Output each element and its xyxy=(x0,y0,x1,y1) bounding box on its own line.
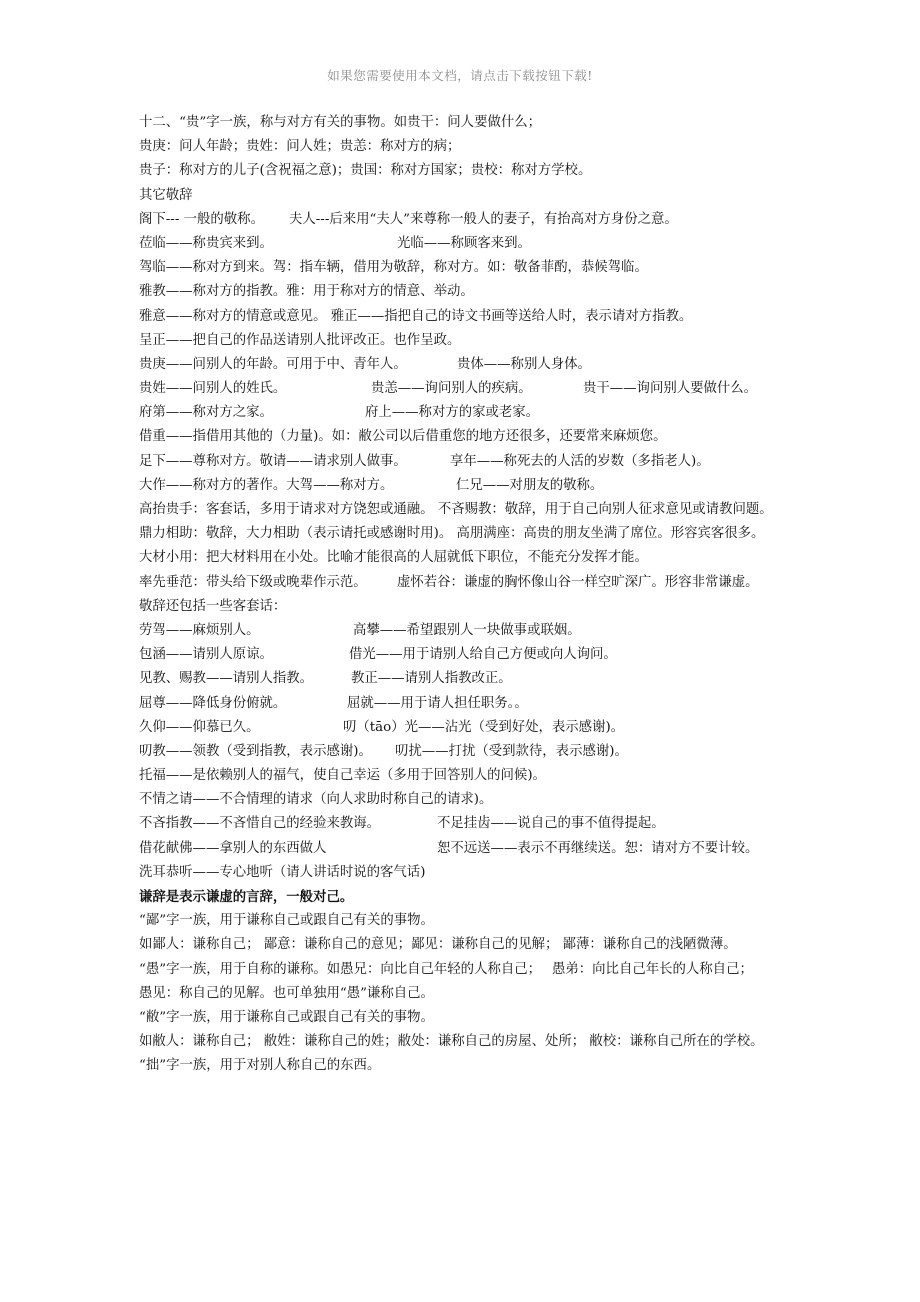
text-segment: 贵子：称对方的儿子(含祝福之意)；贵国：称对方国家；贵校：称对方学校。 xyxy=(139,163,592,179)
text-line xyxy=(139,595,819,619)
text-segment: “拙”字一族，用于对别人称自己的东西。 xyxy=(139,1058,381,1074)
text-line xyxy=(139,933,819,957)
text-segment: 恕不远送——表示不再继续送。恕：请对方不要计较。 xyxy=(437,840,759,856)
text-segment: 虚怀若谷：谦虚的胸怀像山谷一样空旷深广。形容非常谦虚。 xyxy=(397,574,759,590)
text-segment: 十二、“贵”字一族，称与对方有关的事物。如贵干：问人要做什么； xyxy=(139,115,542,130)
text-line xyxy=(139,329,819,353)
text-line xyxy=(139,280,819,304)
text-line xyxy=(139,667,819,691)
text-segment: 莅临——称贵宾来到。 xyxy=(139,235,273,251)
text-line xyxy=(139,208,819,232)
text-line xyxy=(139,958,819,982)
text-line xyxy=(139,740,819,764)
text-line xyxy=(139,111,819,135)
text-segment: 不情之请——不合情理的请求（向人求助时称自己的请求)。 xyxy=(139,792,493,808)
text-segment: 洗耳恭听——专心地听（请人讲话时说的客气话) xyxy=(139,864,426,880)
text-line xyxy=(139,474,819,498)
text-line xyxy=(139,716,819,740)
text-segment: 谦辞是表示谦虚的言辞，一般对己。 xyxy=(139,889,354,905)
text-segment: 借光——用于请别人给自己方便或向人询问。 xyxy=(349,647,617,663)
text-line xyxy=(139,159,819,183)
text-segment: 夫人---后来用“夫人”来尊称一般人的妻子，有抬高对方身份之意。 xyxy=(289,211,678,227)
text-segment: 仁兄——对朋友的敬称。 xyxy=(456,477,604,493)
text-line xyxy=(139,377,819,401)
text-line xyxy=(139,401,819,425)
text-segment: 久仰——仰慕已久。 xyxy=(139,719,260,735)
text-line xyxy=(139,353,819,377)
text-segment: 其它敬辞 xyxy=(139,187,193,203)
text-segment: 雅教——称对方的指教。雅：用于称对方的情意、举动。 xyxy=(139,284,474,300)
text-segment: 不足挂齿——说自己的事不值得提起。 xyxy=(437,816,665,832)
text-segment: 不吝指教——不吝惜自己的经验来教诲。 xyxy=(139,816,381,832)
text-segment: 敬辞还包括一些客套话： xyxy=(139,598,287,614)
section-heading xyxy=(139,885,819,909)
text-segment: 贵恙——询问别人的疾病。 xyxy=(371,381,532,397)
text-line xyxy=(139,135,819,159)
text-segment: 叨教——领教（受到指教，表示感谢)。 xyxy=(139,743,372,759)
text-line xyxy=(139,861,819,885)
text-segment: “鄙”字一族，用于谦称自己或跟自己有关的事物。 xyxy=(139,913,434,929)
text-segment: 如鄙人：谦称自己； 鄙意：谦称自己的意见；鄙见：谦称自己的见解； 鄙薄：谦称自己的浅陋微薄。 xyxy=(139,937,737,953)
text-segment: 贵庚——问别人的年龄。可用于中、青年人。 xyxy=(139,356,407,372)
text-line xyxy=(139,256,819,280)
text-line xyxy=(139,522,819,546)
text-segment: 足下——尊称对方。敬请——请求别人做事。 xyxy=(139,453,407,469)
text-segment: 府上——称对方的家或老家。 xyxy=(365,405,540,421)
text-line xyxy=(139,425,819,449)
text-segment: 鼎力相助：敬辞，大力相助（表示请托或感谢时用)。 高朋满座：高贵的朋友坐满了席位。形容宾客很多。 xyxy=(139,526,765,542)
text-line xyxy=(139,498,819,522)
text-segment: 驾临——称对方到来。驾：指车辆，借用为敬辞，称对方。如：敬备菲酌，恭候驾临。 xyxy=(139,260,648,276)
text-segment: 雅意——称对方的情意或意见。 雅正——指把自己的诗文书画等送给人时，表示请对方指教。 xyxy=(139,308,693,324)
text-segment: 贵庚：问人年龄；贵姓：问人姓；贵恙：称对方的病； xyxy=(139,139,461,155)
text-segment: 借花献佛——拿别人的东西做人 xyxy=(139,840,327,856)
text-segment: 率先垂范：带头给下级或晚辈作示范。 xyxy=(139,574,367,590)
text-line xyxy=(139,1030,819,1054)
text-line xyxy=(139,546,819,570)
text-segment: 屈尊——降低身份俯就。 xyxy=(139,695,287,711)
text-line xyxy=(139,232,819,256)
text-line xyxy=(139,571,819,595)
text-line xyxy=(139,450,819,474)
text-segment: 高抬贵手：客套话，多用于请求对方饶恕或通融。 不吝赐教：敬辞，用于自己向别人征求意见或请教问题。 xyxy=(139,502,773,517)
text-line xyxy=(139,837,819,861)
text-segment: 愚弟：向比自己年长的人称自己； xyxy=(552,961,753,977)
text-segment: 贵姓——问别人的姓氏。 xyxy=(139,381,287,397)
text-line xyxy=(139,184,819,208)
text-line xyxy=(139,812,819,836)
text-line xyxy=(139,1006,819,1030)
text-segment: 光临——称顾客来到。 xyxy=(397,235,531,251)
text-segment: 阁下--- 一般的敬称。 xyxy=(139,211,264,227)
text-line xyxy=(139,788,819,812)
text-segment: 叨扰——打扰（受到款待，表示感谢)。 xyxy=(395,743,628,759)
text-segment: 大材小用：把大材料用在小处。比喻才能很高的人屈就低下职位，不能充分发挥才能。 xyxy=(139,550,648,566)
text-segment: 屈就——用于请人担任职务。。 xyxy=(347,695,528,711)
download-hint: 如果您需要使用本文档，请点击下载按钮下载! xyxy=(327,68,593,83)
text-segment: 府第——称对方之家。 xyxy=(139,405,273,421)
text-line xyxy=(139,764,819,788)
text-segment: 享年——称死去的人活的岁数（多指老人)。 xyxy=(450,453,710,469)
text-segment: 贵体——称别人身体。 xyxy=(457,356,591,372)
text-line xyxy=(139,643,819,667)
text-segment: “敝”字一族，用于谦称自己或跟自己有关的事物。 xyxy=(139,1009,434,1025)
text-line xyxy=(139,1054,819,1078)
text-line xyxy=(139,982,819,1006)
text-segment: 劳驾——麻烦别人。 xyxy=(139,622,260,638)
text-segment: 见教、赐教——请别人指教。 xyxy=(139,671,314,687)
text-line xyxy=(139,909,819,933)
text-line xyxy=(139,692,819,716)
text-segment: 贵干——询问别人要做什么。 xyxy=(583,381,758,397)
text-segment: 愚见：称自己的见解。也可单独用“愚”谦称自己。 xyxy=(139,985,434,1001)
text-segment: “愚”字一族，用于自称的谦称。如愚兄：向比自己年轻的人称自己； xyxy=(139,961,542,977)
text-line xyxy=(139,305,819,329)
text-segment: 呈正——把自己的作品送请别人批评改正。也作呈政。 xyxy=(139,332,461,348)
document-body xyxy=(139,111,819,1079)
text-segment: 包涵——请别人原谅。 xyxy=(139,647,273,663)
text-segment: 托福——是依赖别人的福气，使自己幸运（多用于回答别人的问候)。 xyxy=(139,768,546,784)
text-segment: 叨（tāo）光——沾光（受到好处，表示感谢)。 xyxy=(343,719,625,735)
text-segment: 高攀——希望跟别人一块做事或联姻。 xyxy=(353,622,581,638)
text-segment: 大作——称对方的著作。大驾——称对方。 xyxy=(139,477,394,493)
text-segment: 如敝人：谦称自己； 敝姓：谦称自己的姓；敝处：谦称自己的房屋、处所； 敝校：谦称自己所在的学校。 xyxy=(139,1034,764,1050)
text-line xyxy=(139,619,819,643)
text-segment: 借重——指借用其他的（力量)。如：敝公司以后借重您的地方还很多，还要常来麻烦您。 xyxy=(139,429,667,445)
text-segment: 教正——请别人指教改正。 xyxy=(351,671,512,687)
